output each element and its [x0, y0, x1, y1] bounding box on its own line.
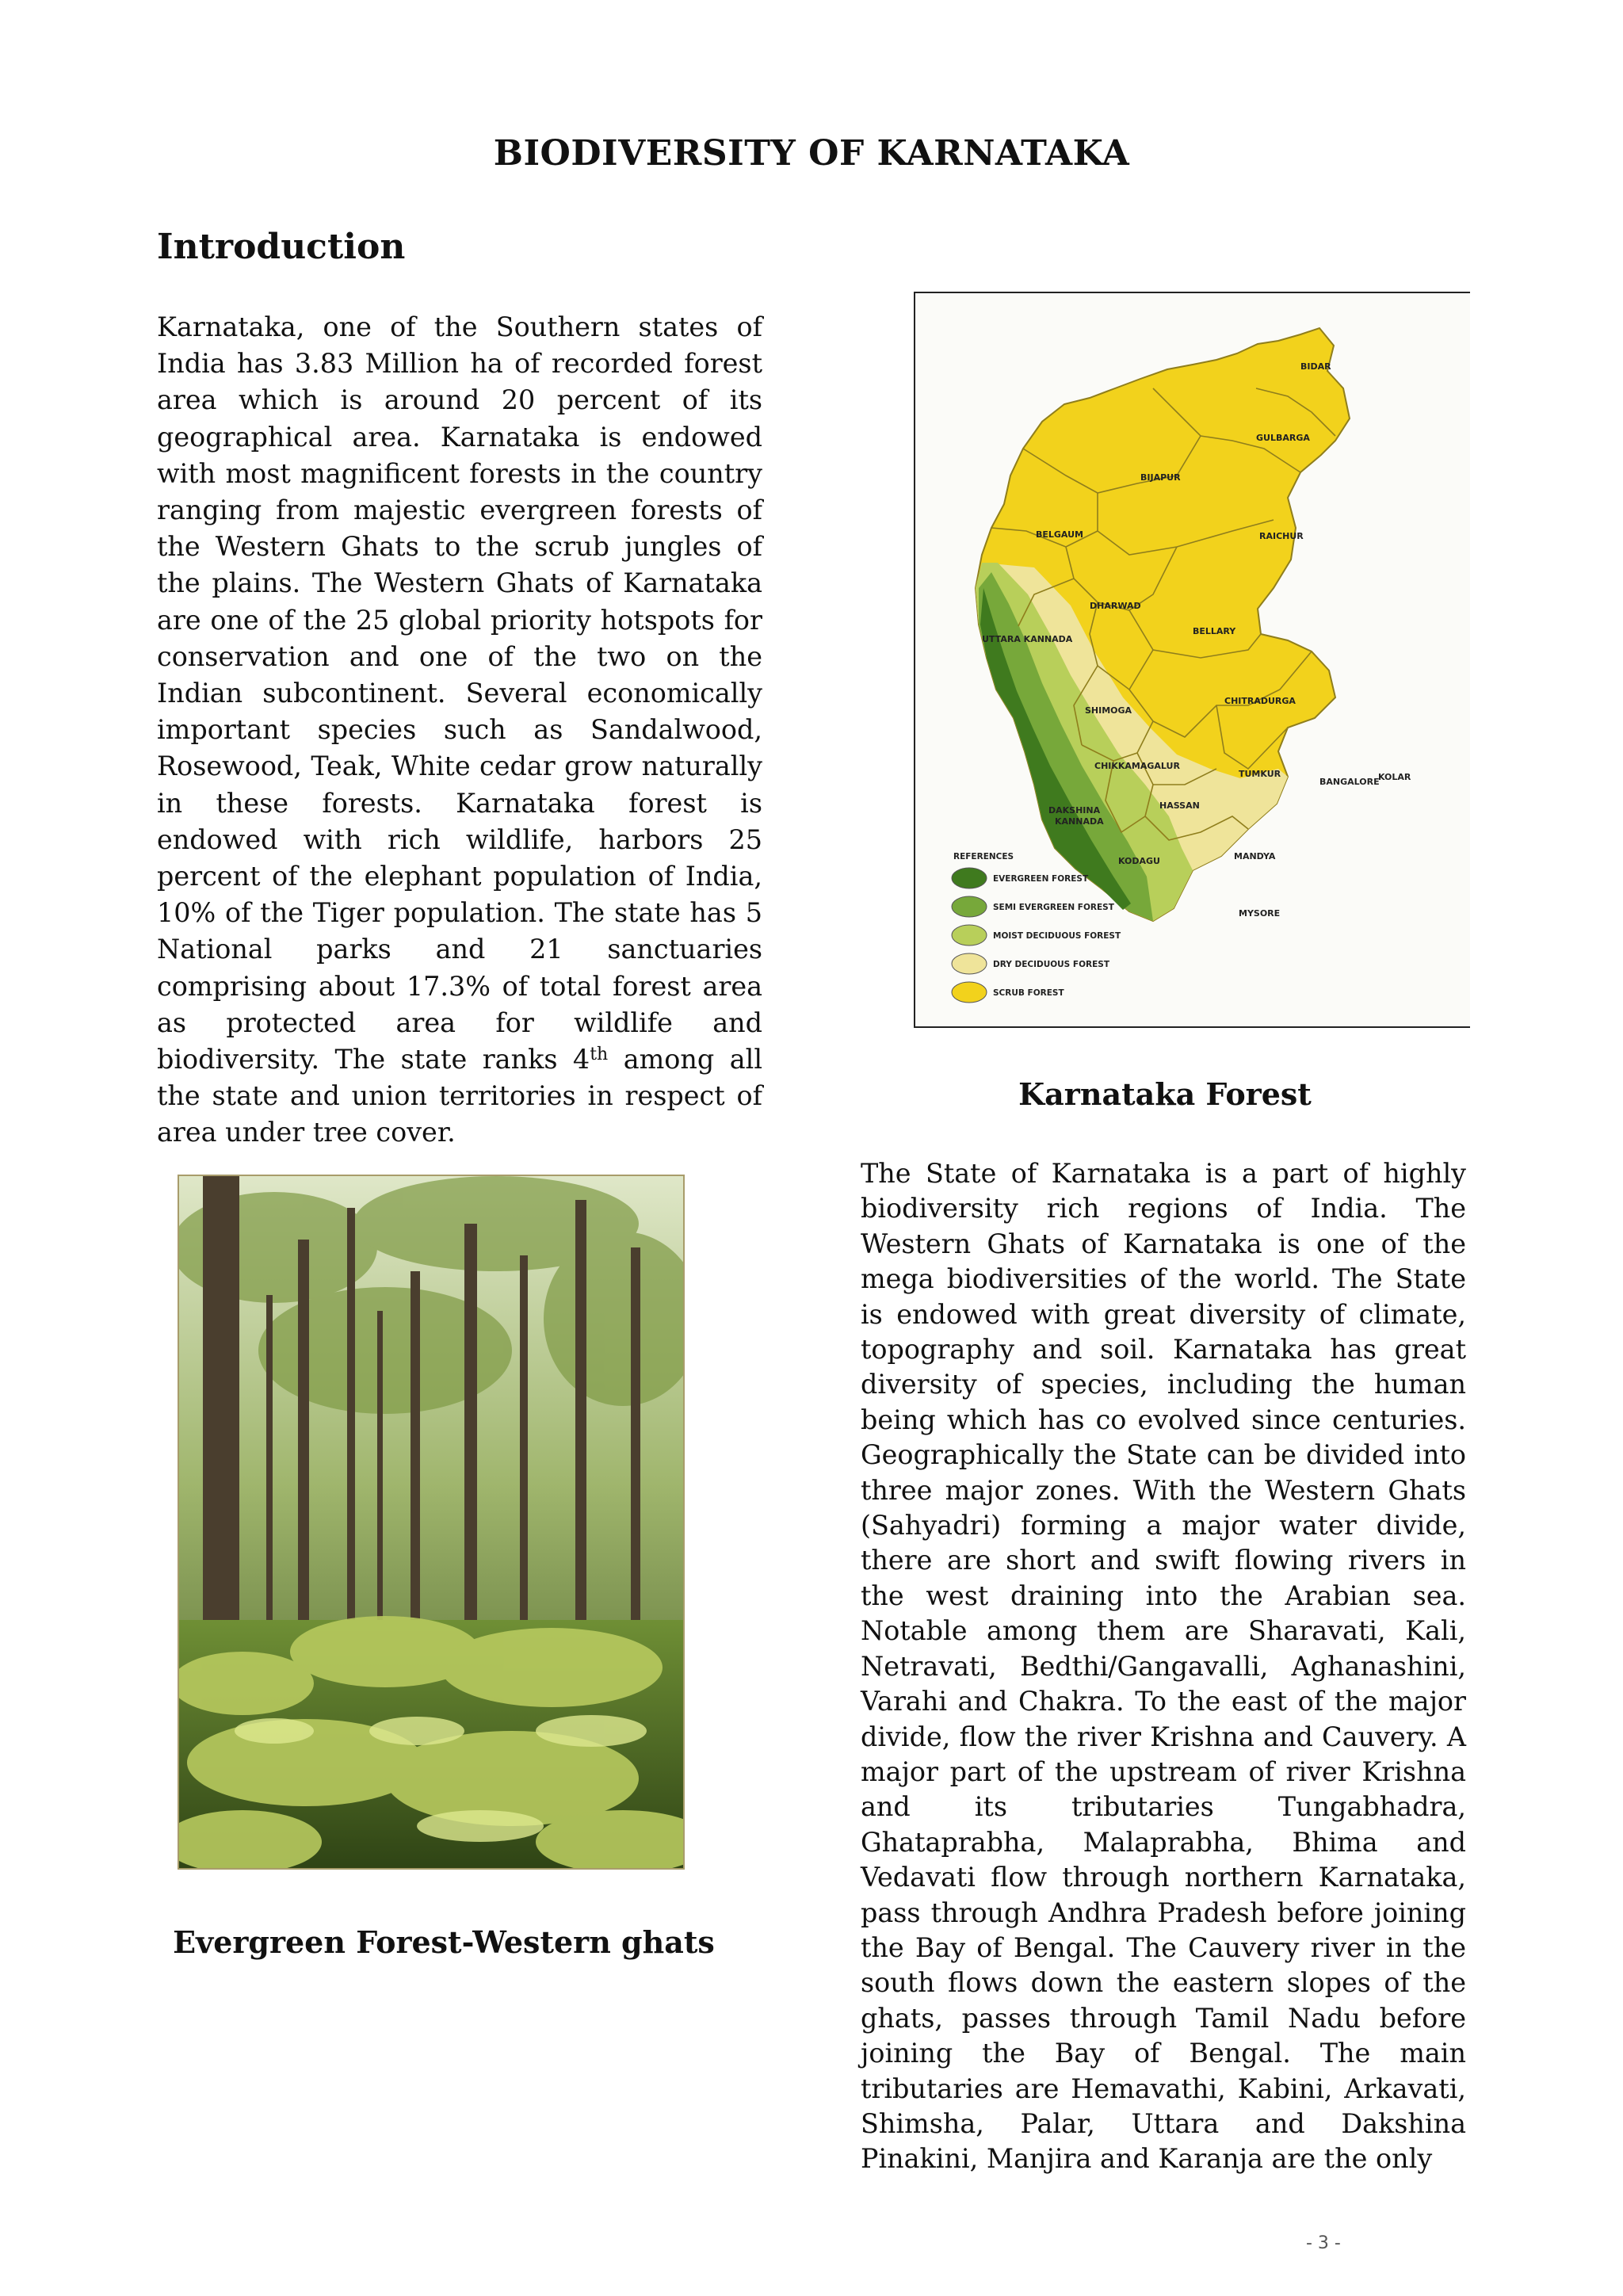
- section-heading: Introduction: [157, 227, 406, 267]
- label-kolar: KOLAR: [1378, 772, 1411, 782]
- legend-label: DRY DECIDUOUS FOREST: [993, 960, 1109, 969]
- map-illustration: [915, 293, 1470, 1026]
- label-chitradurga: CHITRADURGA: [1224, 696, 1296, 706]
- intro-paragraph: [157, 309, 762, 1152]
- legend-swatch: [952, 896, 987, 917]
- legend-title: REFERENCES: [953, 852, 1014, 861]
- legend-swatch: [952, 953, 987, 974]
- legend-label: MOIST DECIDUOUS FOREST: [993, 931, 1121, 941]
- legend-swatch: [952, 925, 987, 946]
- legend-swatch: [952, 982, 987, 1003]
- label-bidar: BIDAR: [1300, 361, 1331, 372]
- legend-label: SEMI EVERGREEN FOREST: [993, 903, 1114, 912]
- map-caption: Karnataka Forest: [1018, 1076, 1312, 1112]
- label-uttara-kannada: UTTARA KANNADA: [982, 634, 1073, 644]
- label-kodagu: KODAGU: [1118, 856, 1160, 866]
- label-kannada: KANNADA: [1055, 816, 1104, 827]
- photo-caption: Evergreen Forest-Western ghats: [173, 1924, 715, 1960]
- label-mysore: MYSORE: [1239, 908, 1281, 919]
- legend-label: EVERGREEN FOREST: [993, 874, 1089, 884]
- evergreen-forest-photo: [178, 1175, 685, 1870]
- label-raichur: RAICHUR: [1259, 531, 1304, 541]
- karnataka-forest-map: [914, 292, 1470, 1028]
- label-tumkur: TUMKUR: [1239, 769, 1281, 779]
- label-belgaum: BELGAUM: [1036, 529, 1083, 540]
- legend-label: SCRUB FOREST: [993, 988, 1064, 998]
- geography-paragraph: The State of Karnataka is a part of highly biodiversity rich regions of India. The Western Ghats of Karnataka is one of the mega biodiversities of the world. The State is endowed with great diversity of climate, topography and soil. Karnataka has great diversity of species, including the human being which has co evolved since centuries. Geographically the State can be divided into three major zones. With the Western Ghats (Sahyadri) forming a major water divide, there are short and swift flowing rivers in the west draining into the Arabian sea. Notable among them are Sharavati, Kali, Netravati, Bedthi/Gangavalli, Aghanashini, Varahi and Chakra. To the east of the major divide, flow the river Krishna and Cauvery. A major part of the upstream of river Krishna and its tributaries Tungabhadra, Ghataprabha, Malaprabha, Bhima and Vedavati flow through northern Karnataka, pass through Andhra Pradesh before joining the Bay of Bengal. The Cauvery river in the south flows down the eastern slopes of the ghats, passes through Tamil Nadu before joining the Bay of Bengal. The main tributaries are Hemavathi, Kabini, Arkavati, Shimsha, Palar, Uttara and Dakshina Pinakini, Manjira and Karanja are the only: [861, 1158, 1466, 2175]
- label-bellary: BELLARY: [1193, 626, 1236, 636]
- label-gulbarga: GULBARGA: [1256, 433, 1310, 443]
- label-chikkamagalur: CHIKKAMAGALUR: [1094, 761, 1180, 771]
- label-bijapur: BIJAPUR: [1140, 472, 1181, 483]
- label-bangalore: BANGALORE: [1319, 777, 1380, 787]
- label-hassan: HASSAN: [1159, 800, 1200, 811]
- intro-text-main: Karnataka, one of the Southern states of India has 3.83 Million ha of recorded forest area which is around 20 percent of its geographical area. Karnataka is endowed with most magnificent forests in the country ranging from majestic evergreen forests of the Western Ghats to the scrub jungles of the plains. The Western Ghats of Karnataka are one of the 25 global priority hotspots for conservation and one of the two on the Indian subcontinent. Several economically important species such as Sandalwood, Rosewood, Teak, White cedar grow naturally in these forests. Karnataka forest is endowed with rich wildlife, harbors 25 percent of the elephant population of India, 10% of the Tiger population. The state has 5 National parks and 21 sanctuaries comprising about 17.3% of total forest area as protected area for wildlife and biodiversity. The state ranks 4: [157, 311, 762, 1075]
- intro-text-end: among all the state and union territories in respect of area under tree cover.: [157, 1044, 762, 1148]
- forest-photo-illustration: [179, 1176, 683, 1868]
- page-title: BIODIVERSITY OF KARNATAKA: [493, 133, 1130, 174]
- label-dakshina: DAKSHINA: [1048, 805, 1101, 816]
- intro-superscript: th: [590, 1045, 609, 1065]
- label-mandya: MANDYA: [1234, 851, 1276, 861]
- label-shimoga: SHIMOGA: [1085, 705, 1132, 716]
- legend-swatch: [952, 868, 987, 888]
- label-dharwad: DHARWAD: [1090, 601, 1141, 611]
- page-number: - 3 -: [1306, 2233, 1341, 2253]
